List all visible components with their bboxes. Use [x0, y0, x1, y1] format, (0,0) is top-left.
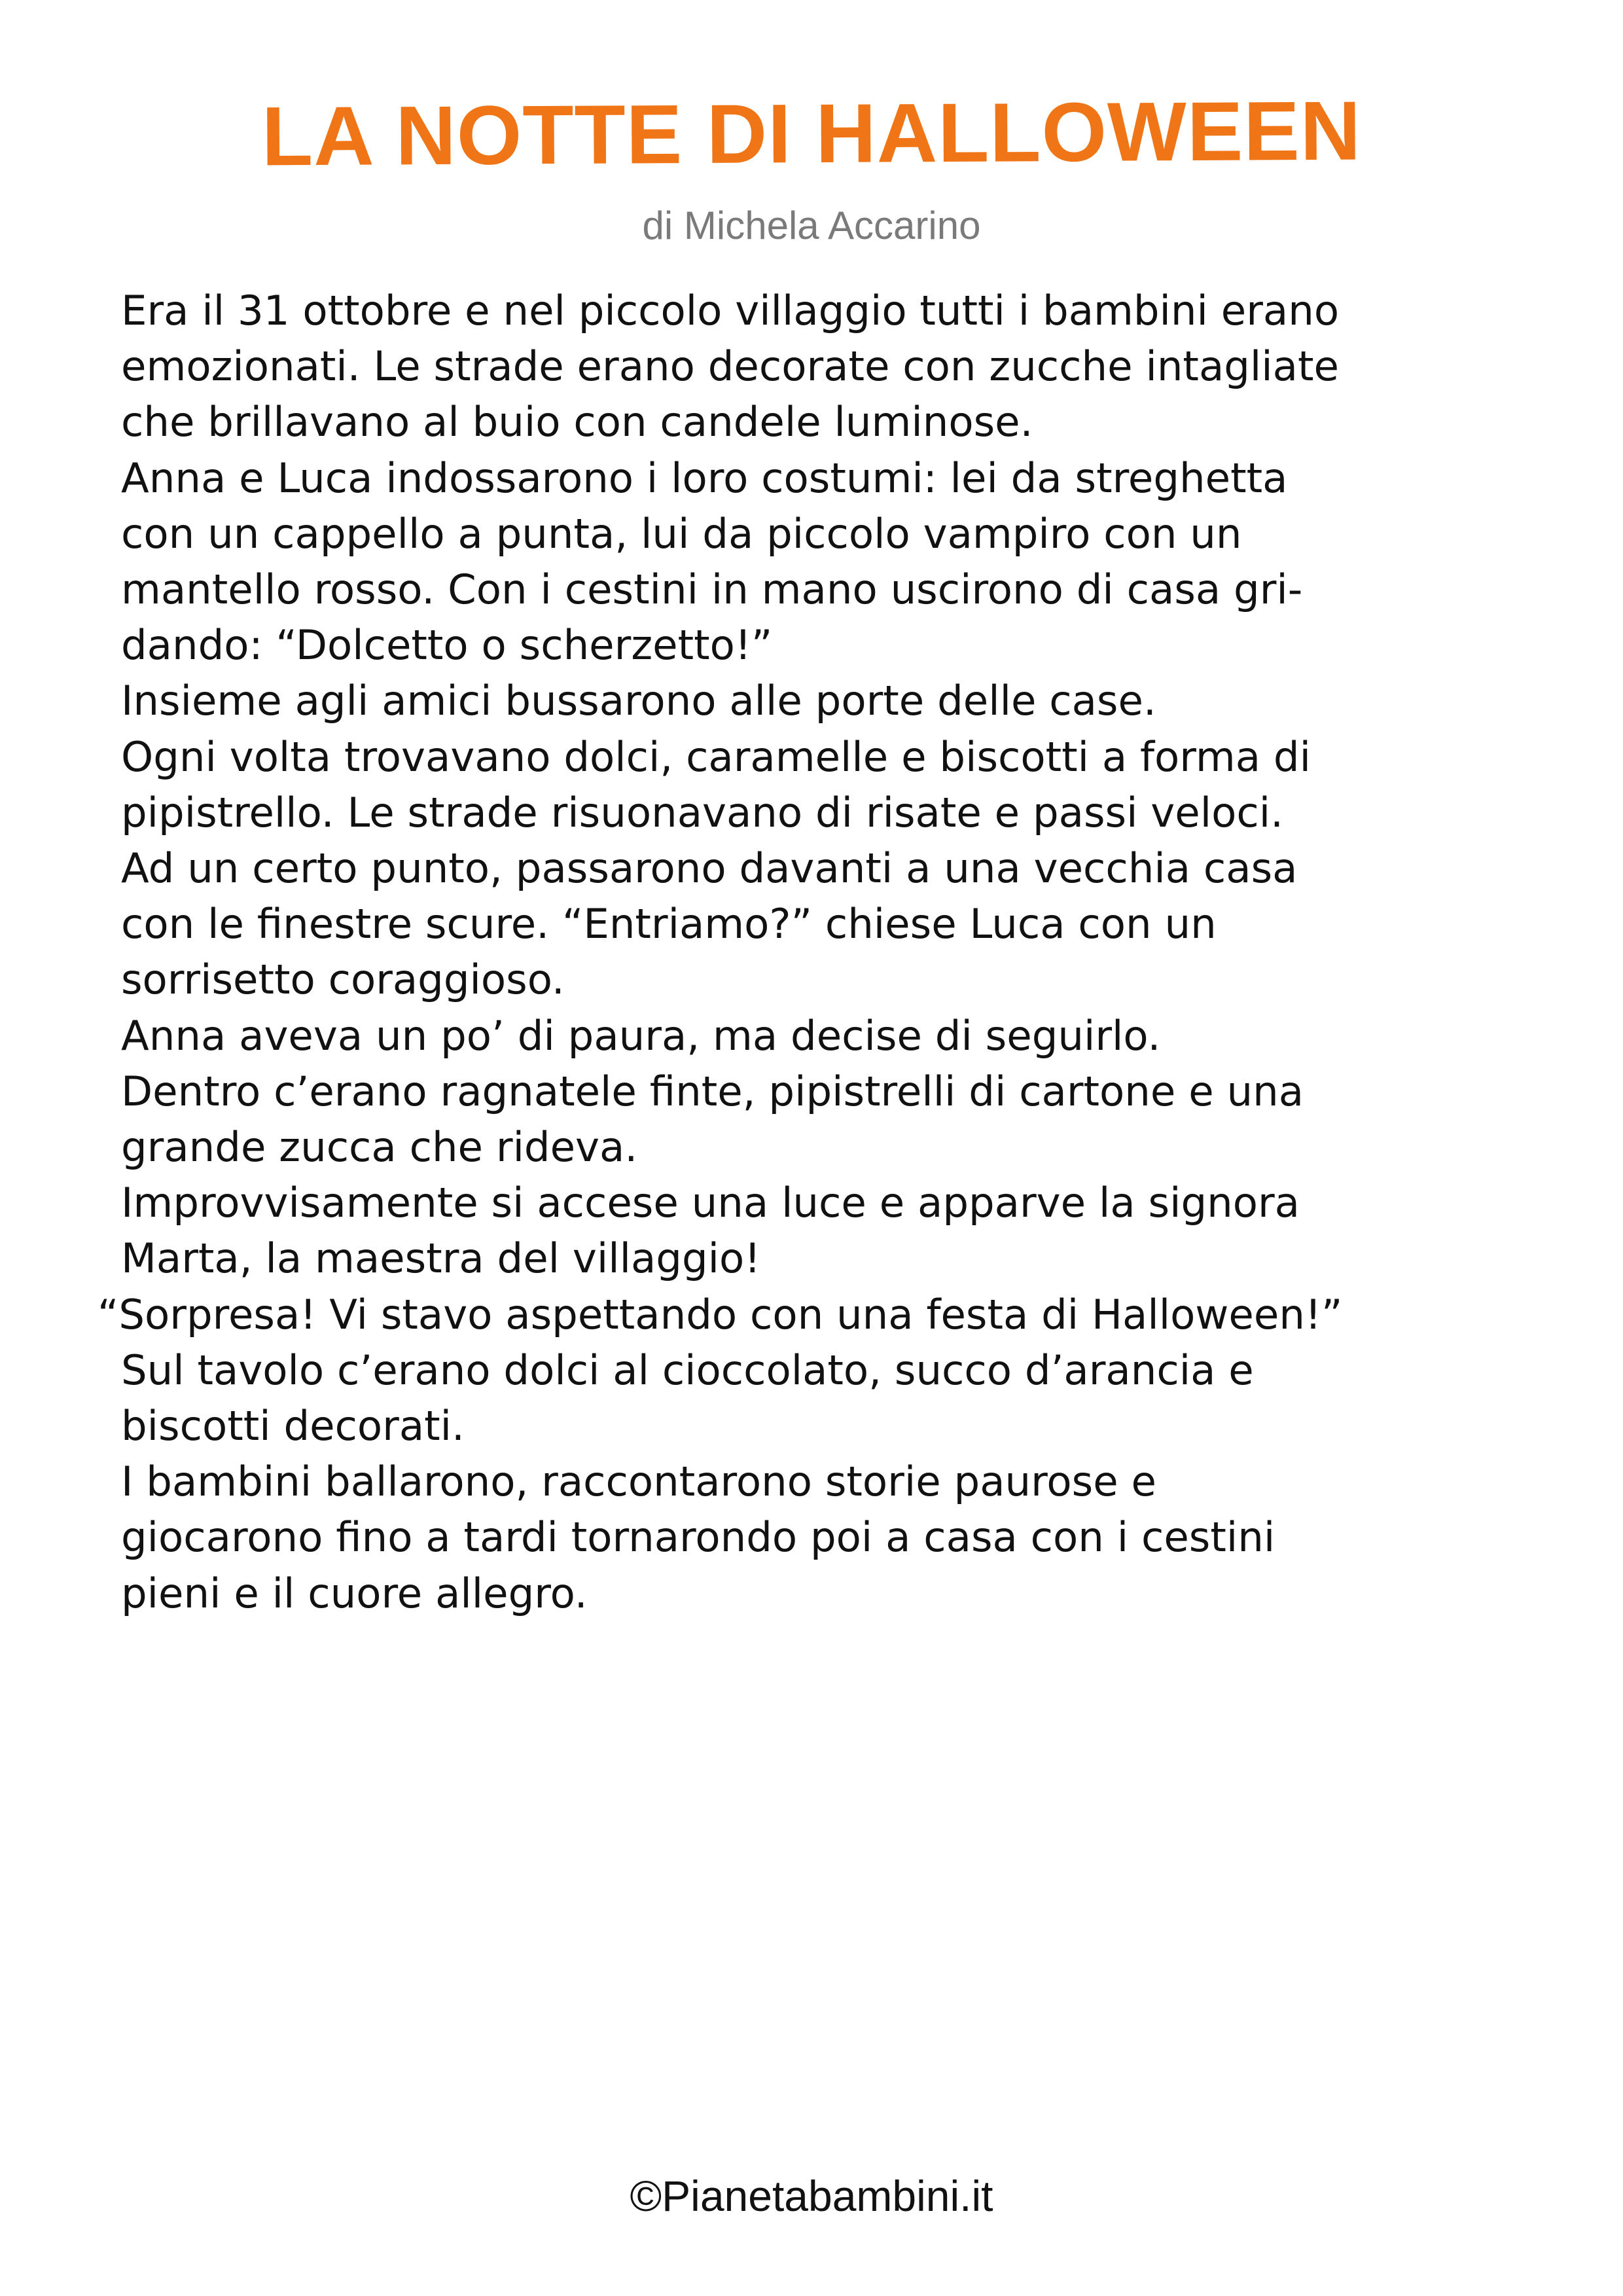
copyright-footer: ©Pianetabambini.it: [630, 2172, 993, 2220]
story-line: Improvvisamente si accese una luce e apparve la signora: [121, 1179, 1300, 1227]
story-line: biscotti decorati.: [121, 1402, 465, 1450]
story-line: Ogni volta trovavano dolci, caramelle e biscotti a forma di: [121, 732, 1311, 781]
story-line: Sul tavolo c’erano dolci al cioccolato, succo d’arancia e: [121, 1346, 1254, 1394]
story-line: che brillavano al buio con candele luminose.: [121, 398, 1033, 446]
story-line: mantello rosso. Con i cestini in mano uscirono di casa gri-: [121, 565, 1303, 614]
story-line: Era il 31 ottobre e nel piccolo villaggio tutti i bambini erano: [121, 287, 1340, 334]
story-title: LA NOTTE DI HALLOWEEN: [261, 84, 1362, 184]
story-body: [98, 283, 1548, 1621]
story-line: Anna aveva un po’ di paura, ma decise di seguirlo.: [121, 1011, 1161, 1060]
story-line: Marta, la maestra del villaggio!: [121, 1234, 761, 1283]
story-line: dando: “Dolcetto o scherzetto!”: [121, 621, 773, 670]
story-line: Dentro c’erano ragnatele finte, pipistrelli di cartone e una: [121, 1067, 1304, 1115]
story-line: emozionati. Le strade erano decorate con zucche intagliate: [121, 342, 1339, 391]
story-line: con le finestre scure. “Entriamo?” chiese Luca con un: [121, 900, 1217, 948]
story-line: con un cappello a punta, lui da piccolo vampiro con un: [121, 509, 1242, 558]
story-line: Ad un certo punto, passarono davanti a una vecchia casa: [121, 844, 1298, 893]
story-line: pieni e il cuore allegro.: [121, 1569, 588, 1617]
story-line: sorrisetto coraggioso.: [121, 956, 565, 1004]
story-line: Insieme agli amici bussarono alle porte delle case.: [121, 677, 1156, 725]
story-line: grande zucca che rideva.: [121, 1123, 638, 1172]
story-line-quote: “Sorpresa! Vi stavo aspettando con una festa di Halloween!”: [98, 1290, 1343, 1338]
story-line: giocarono fino a tardi tornarondo poi a casa con i cestini: [121, 1513, 1275, 1562]
story-line: pipistrello. Le strade risuonavano di risate e passi veloci.: [121, 788, 1283, 836]
story-author: di Michela Accarino: [642, 204, 981, 247]
story-line: Anna e Luca indossarono i loro costumi: lei da streghetta: [121, 454, 1288, 502]
story-line: I bambini ballarono, raccontarono storie paurose e: [121, 1458, 1157, 1506]
